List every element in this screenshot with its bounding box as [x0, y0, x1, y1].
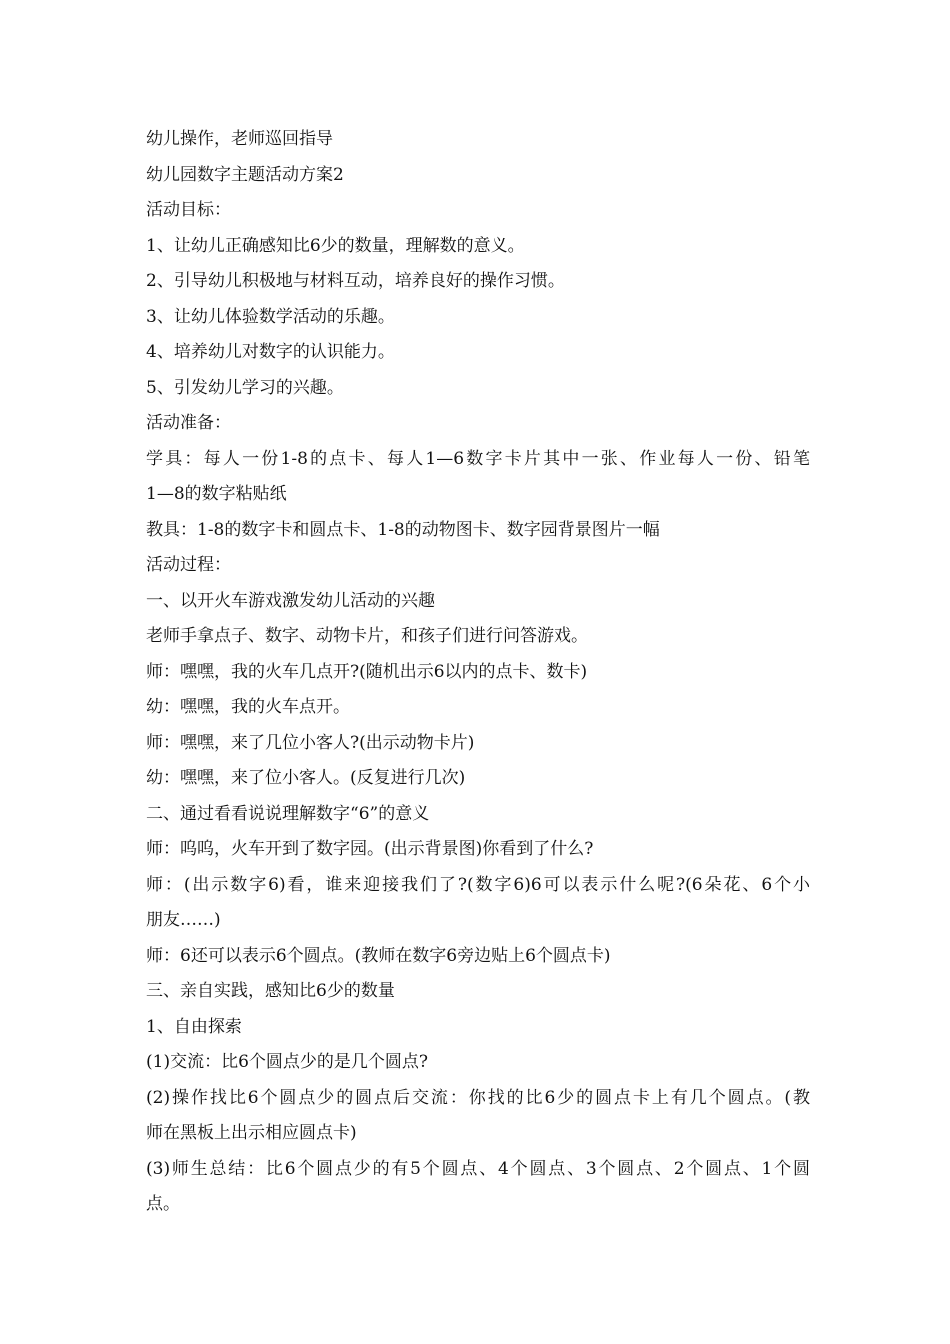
text-line: 教具：1-8的数字卡和圆点卡、1-8的动物图卡、数字园背景图片一幅 — [146, 519, 660, 540]
text-line: 师：嘿嘿，我的火车几点开?(随机出示6以内的点卡、数卡) — [146, 661, 588, 682]
text-line: 点。 — [146, 1194, 180, 1214]
text-line: 学具：每人一份1-8的点卡、每人1—6数字卡片其中一张、作业每人一份、铅笔 — [146, 448, 810, 469]
text-line: (3)师生总结：比6个圆点少的有5个圆点、4个圆点、3个圆点、2个圆点、1个圆 — [146, 1158, 810, 1179]
text-line: 活动准备： — [146, 413, 231, 433]
goal-item: 3、让幼儿体验数学活动的乐趣。 — [146, 306, 395, 327]
document-body — [146, 122, 810, 1223]
text-line: 一、以开火车游戏激发幼儿活动的兴趣 — [146, 590, 435, 611]
text-line: (2)操作找比6个圆点少的圆点后交流：你找的比6少的圆点卡上有几个圆点。(教 — [146, 1087, 810, 1108]
text-line: 1、自由探索 — [146, 1016, 242, 1037]
text-line: 幼儿操作，老师巡回指导 — [146, 129, 333, 149]
section-heading: 幼儿园数字主题活动方案2 — [146, 164, 344, 185]
goal-item: 1、让幼儿正确感知比6少的数量，理解数的意义。 — [146, 235, 525, 256]
text-line: 活动过程： — [146, 555, 231, 575]
text-line: 师：呜呜，火车开到了数字园。(出示背景图)你看到了什么? — [146, 839, 594, 859]
text-line: 二、通过看看说说理解数字“6”的意义 — [146, 803, 430, 824]
text-line: 师：(出示数字6)看，谁来迎接我们了?(数字6)6可以表示什么呢?(6朵花、6个小 — [146, 874, 810, 895]
text-line: 师：嘿嘿，来了几位小客人?(出示动物卡片) — [146, 732, 475, 753]
text-line: 师在黑板上出示相应圆点卡) — [146, 1123, 357, 1143]
text-line: 三、亲自实践，感知比6少的数量 — [146, 981, 395, 1001]
text-line: 活动目标： — [146, 200, 231, 220]
text-line: 幼：嘿嘿，来了位小客人。(反复进行几次) — [146, 768, 466, 788]
goal-item: 5、引发幼儿学习的兴趣。 — [146, 377, 344, 398]
text-line: 老师手拿点子、数字、动物卡片，和孩子们进行问答游戏。 — [146, 626, 588, 646]
goal-item: 2、引导幼儿积极地与材料互动，培养良好的操作习惯。 — [146, 271, 565, 291]
text-line: 朋友……) — [146, 910, 221, 930]
text-line: 1—8的数字粘贴纸 — [146, 484, 287, 504]
text-line: 幼：嘿嘿，我的火车点开。 — [146, 697, 350, 717]
text-line: 师：6还可以表示6个圆点。(教师在数字6旁边贴上6个圆点卡) — [146, 945, 611, 966]
goal-item: 4、培养幼儿对数字的认识能力。 — [146, 342, 395, 362]
text-line: (1)交流：比6个圆点少的是几个圆点? — [146, 1052, 429, 1072]
